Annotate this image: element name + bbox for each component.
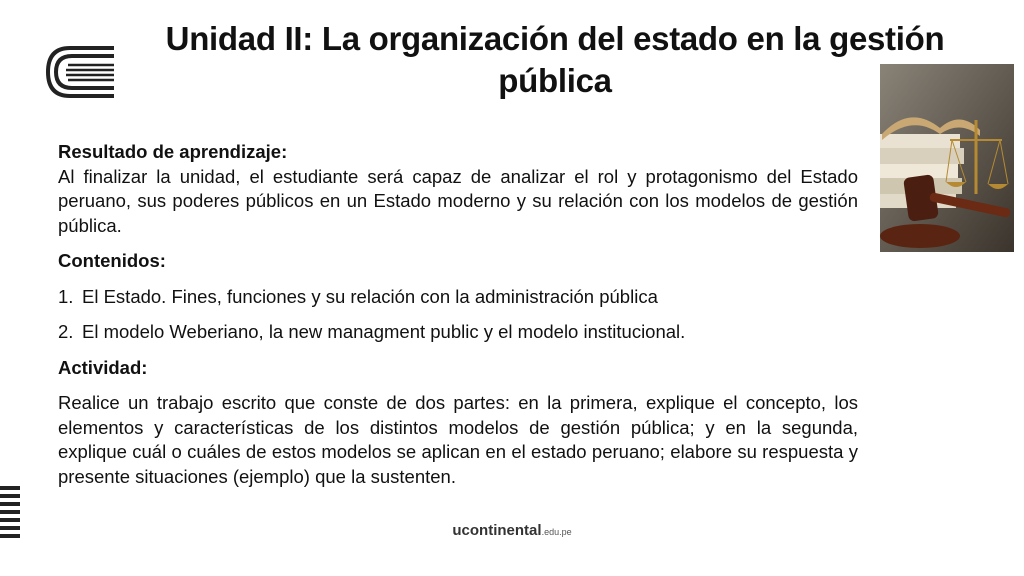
- footer-brand-domain: .edu.pe: [541, 527, 572, 537]
- list-item-number: 2.: [58, 321, 74, 342]
- resultado-heading: Resultado de aprendizaje:: [58, 141, 288, 162]
- slide-title: Unidad II: La organización del estado en la gestión pública: [165, 20, 945, 99]
- gavel-books-scale-photo: [880, 64, 1014, 252]
- contenidos-heading: Contenidos:: [58, 250, 166, 271]
- list-item: [58, 285, 858, 310]
- list-item-text: El modelo Weberiano, la new managment public y el modelo institucional.: [82, 321, 686, 342]
- continental-logo-icon: [44, 44, 118, 100]
- slide-content: [58, 140, 858, 489]
- footer-brand: [0, 522, 1024, 539]
- actividad-heading: Actividad:: [58, 356, 148, 378]
- list-item: [58, 320, 858, 345]
- list-item-text: El Estado. Fines, funciones y su relación con la administración pública: [82, 285, 658, 307]
- actividad-text: Realice un trabajo escrito que conste de dos partes: en la primera, explique el concepto, los elementos y características de los distintos modelos de gestión pública; y en la segunda, explique cuál o cuáles de estos modelos se aplican en el estado peruano; elabore su respuesta y presente situaciones (ejemplo) que la sustenten.: [58, 392, 858, 487]
- resultado-text: Al finalizar la unidad, el estudiante será capaz de analizar el rol y protagonismo del Estado peruano, sus poderes públicos en un Estado moderno y su relación con los modelos de gestión pública.: [58, 165, 858, 236]
- footer-brand-name: ucontinental: [452, 522, 542, 539]
- list-item-number: 1.: [58, 285, 74, 307]
